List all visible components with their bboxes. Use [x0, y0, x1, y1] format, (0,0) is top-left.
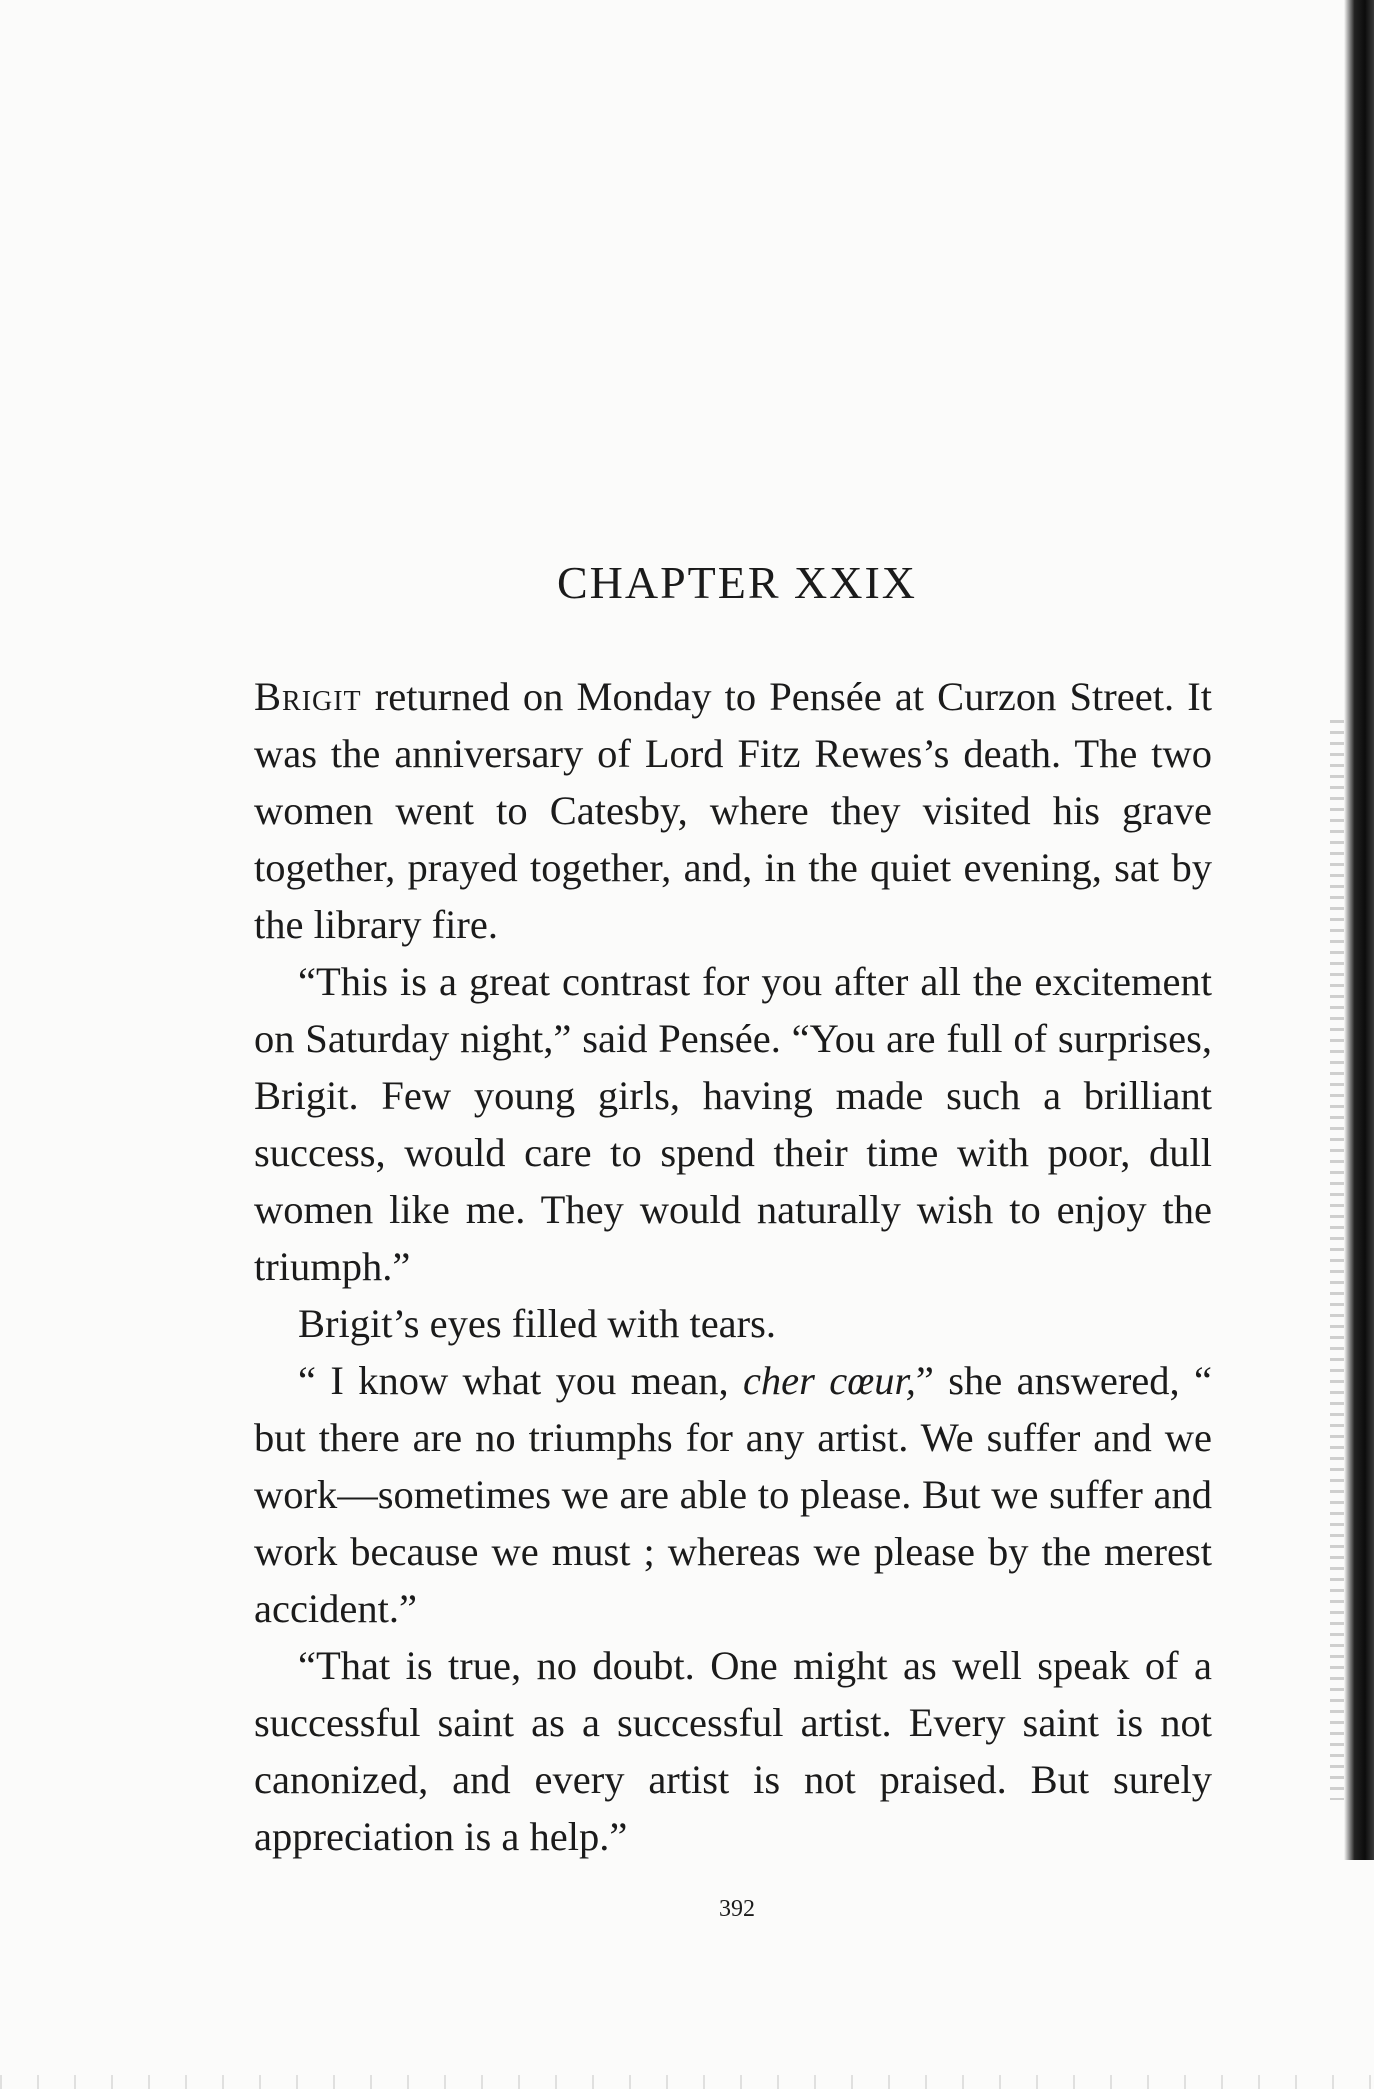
chapter-heading: CHAPTER XXIX: [556, 557, 918, 608]
chapter-body: [254, 668, 1212, 1865]
paragraph-5: “That is true, no doubt. One might as well speak of a successful saint as a successful artist. Every saint is not canonized, and every artist is not praised. But surely appreciation is a help.”: [254, 1643, 1212, 1859]
drop-word: Brigit: [254, 674, 362, 719]
paragraph-1: [254, 668, 1212, 953]
scan-noise: [0, 2075, 1374, 2089]
paragraph-2: “This is a great contrast for you after all the excitement on Saturday night,” said Pensée. “You are full of surprises, Brigit. Few young girls, having made such a brilliant success, would care to spend their time with poor, dull women like me. They would naturally wish to enjoy the triumph.”: [254, 959, 1212, 1289]
paragraph-1-text: returned on Monday to Pensée at Curzon Street. It was the anniversary of Lord Fitz Rewes’s death. The two women went to Catesby, where they visited his grave together, prayed together, and, in the quiet evening, sat by the library fire.: [254, 674, 1212, 947]
page-number: 392: [719, 1896, 755, 1922]
paragraph-3: Brigit’s eyes filled with tears.: [298, 1301, 777, 1346]
paragraph-4-after: ” she answered, “ but there are no triumphs for any artist. We suffer and we work—sometimes we are able to please. But we suffer and work because we must ; whereas we please by the merest accident.”: [254, 1358, 1212, 1631]
paragraph-4: [254, 1352, 1212, 1637]
binding-shadow: [1344, 0, 1374, 1860]
paragraph-4-italic: cher cœur,: [742, 1358, 916, 1403]
paragraph-4-before: “ I know what you mean,: [298, 1358, 743, 1403]
